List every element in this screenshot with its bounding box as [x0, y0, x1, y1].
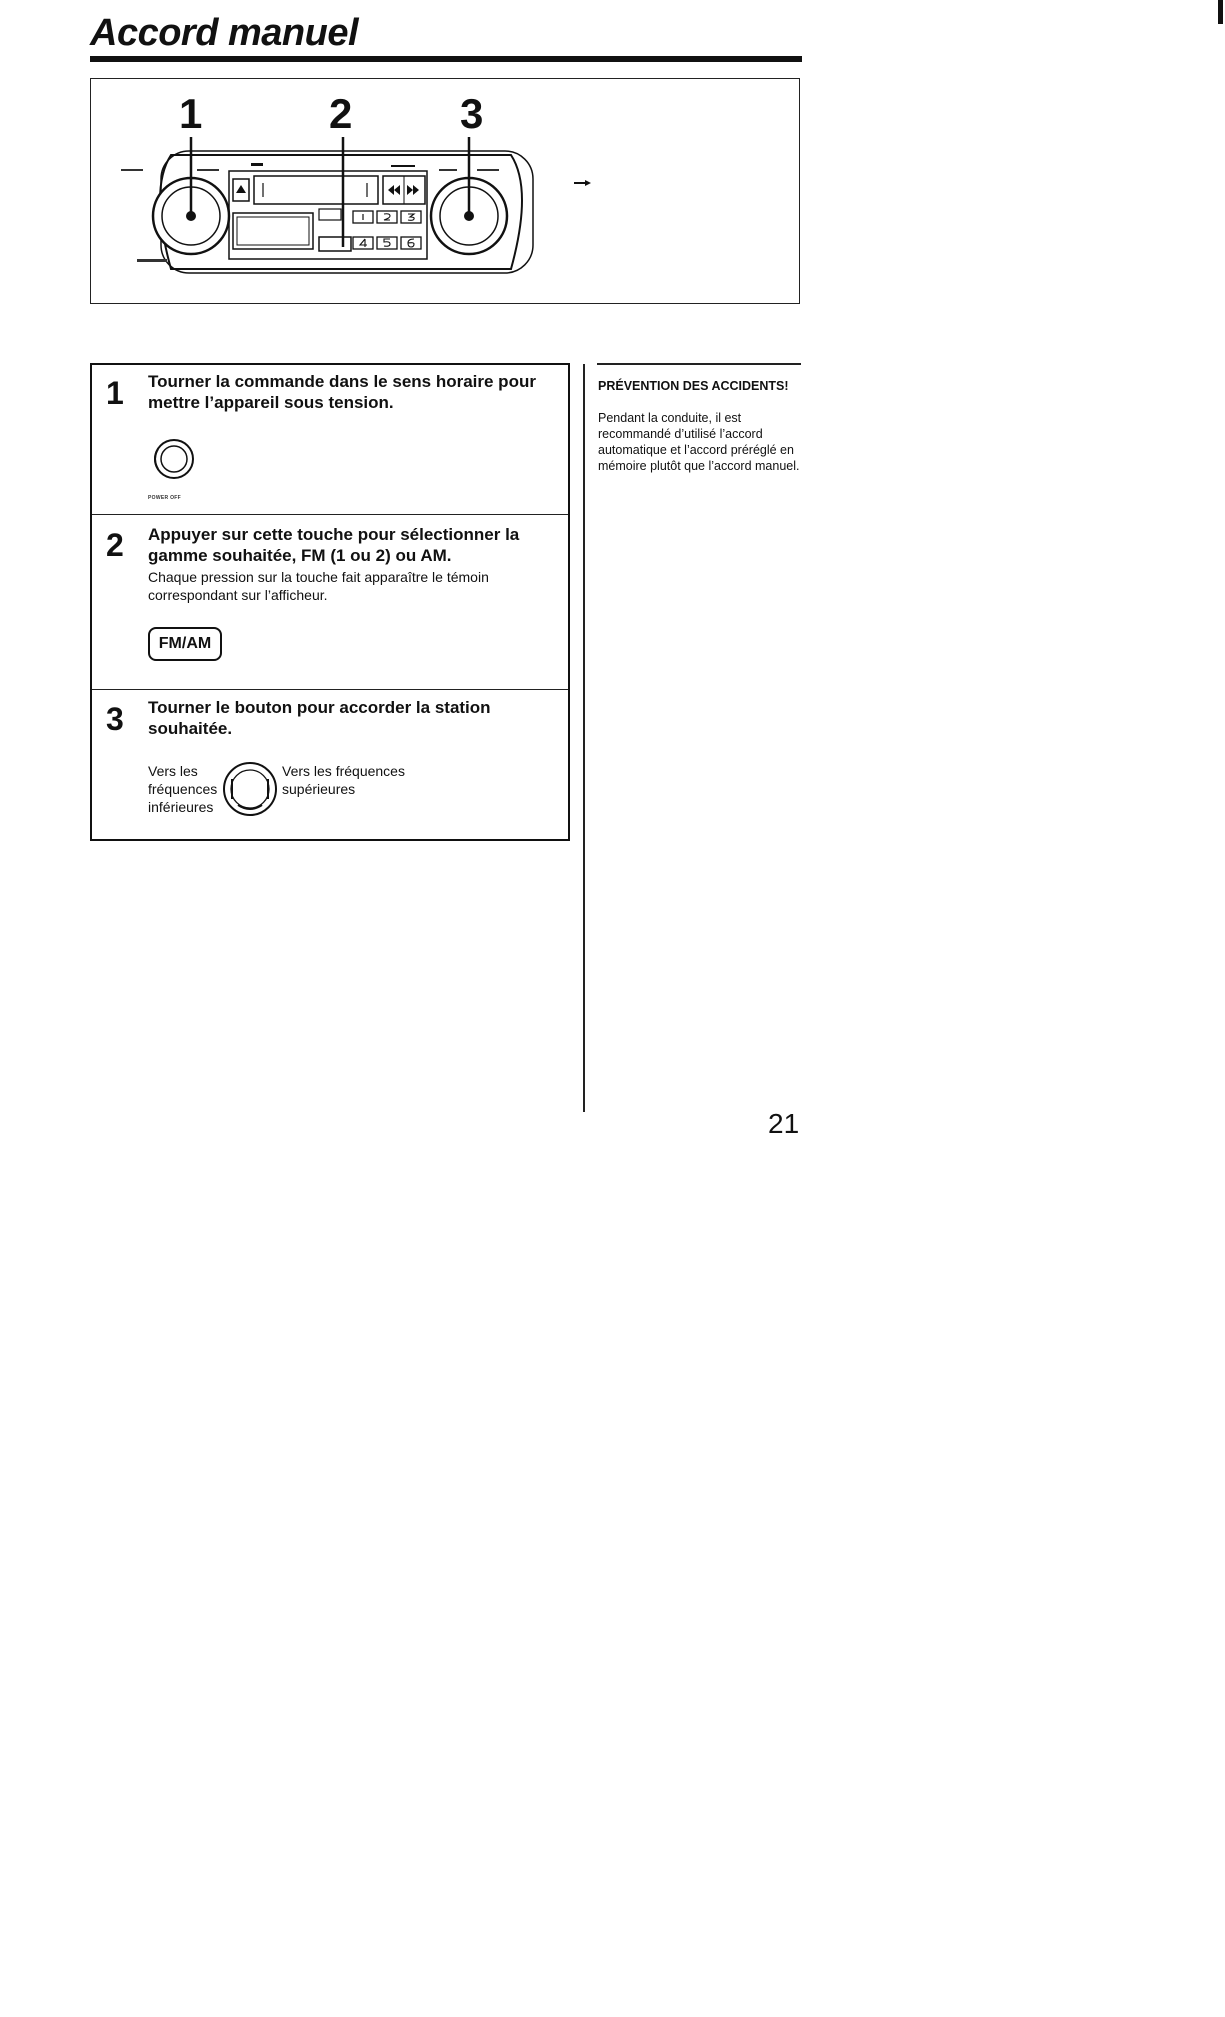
radio-diagram: [90, 78, 800, 304]
step-1-heading: Tourner la commande dans le sens horaire pour mettre l’appareil sous tension.: [148, 372, 536, 412]
page-edge-mark: [1218, 0, 1223, 24]
tuning-dial-icon: [218, 759, 282, 819]
higher-frequencies-label: Vers les fréquences supérieures: [282, 763, 405, 797]
note-body: Pendant la conduite, il est recommandé d’utilisé l’accord automatique et l’accord préréglé en mémoire plutôt que l’accord manuel.: [598, 411, 800, 473]
step-number-1: 1: [106, 375, 124, 411]
page-title: Accord manuel: [90, 12, 359, 54]
step-3-heading: Tourner le bouton pour accorder la station souhaitée.: [148, 698, 491, 738]
note-rule: [597, 363, 801, 365]
callout-3: 3: [460, 90, 484, 137]
step-number-3: 3: [106, 701, 124, 737]
step-2-heading: Appuyer sur cette touche pour sélectionner la gamme souhaitée, FM (1 ou 2) ou AM.: [148, 525, 520, 565]
power-off-label: POWER OFF: [148, 495, 181, 501]
note-heading: PRÉVENTION DES ACCIDENTS!: [598, 379, 789, 393]
title-rule: [90, 56, 802, 62]
column-divider: [583, 364, 585, 1112]
callout-1: 1: [179, 90, 203, 137]
step-divider-2: [92, 689, 568, 690]
page-number: 21: [768, 1108, 800, 1139]
lower-frequencies-label: Vers les fréquences inférieures: [148, 763, 218, 815]
step-divider-1: [92, 514, 568, 515]
step-2-body: Chaque pression sur la touche fait apparaître le témoin correspondant sur l’afficheur.: [148, 569, 489, 603]
radio-unit-illustration: [91, 79, 798, 301]
step-number-2: 2: [106, 527, 124, 563]
callout-2: 2: [329, 90, 353, 137]
steps-box: [90, 363, 570, 841]
fm-am-button: FM/AM: [148, 627, 222, 661]
power-knob-icon: [148, 435, 198, 489]
